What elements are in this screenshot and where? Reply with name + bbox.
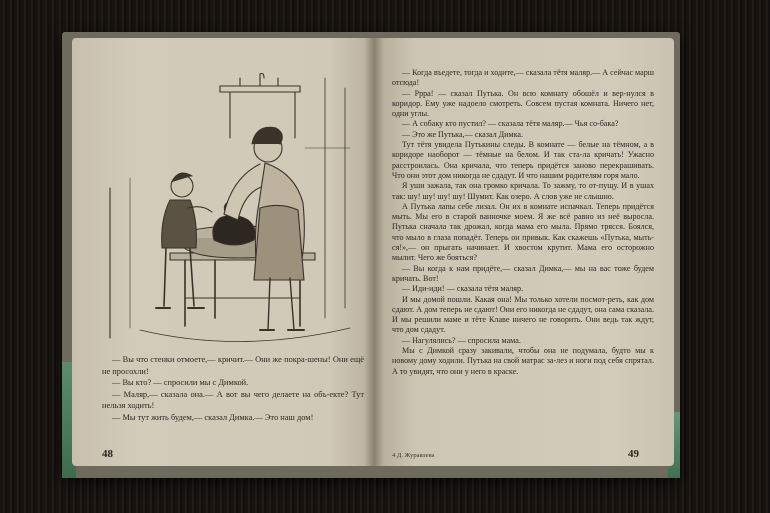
paragraph: — Вы когда к нам придёте,— сказал Димка,— мы на вас тоже будем кричать. Вот!: [392, 263, 654, 283]
open-book: [62, 32, 680, 478]
paragraph: — Нагулялись? — спросила мама.: [402, 335, 521, 345]
signature-mark: 4 Д. Журавлева: [392, 452, 435, 459]
illustration-caption: [102, 354, 364, 424]
paragraph: И мы домой пошли. Какая она! Мы только хотели посмот-реть, как дом сдают. А дом теперь не сдают! Они его никогда не сдадут, она сама сказала. И мы решили маме и тёте Клаве ничего не говорить. Они ведь так ждут, что дом сдадут.: [392, 294, 654, 335]
caption-line: — Мы тут жить будем,— сказал Димка.— Это наш дом!: [112, 412, 314, 422]
paragraph: — Это же Путька,— сказал Димка.: [402, 129, 524, 139]
illustration-woman-and-boy: [100, 68, 362, 350]
paragraph: — А собаку кто пустил? — сказала тётя маляр.— Чья со-бака?: [402, 119, 619, 129]
paragraph: — Ррра! — сказал Путька. Он всю комнату обошёл и вер-нулся в коридор. Ему уже надоело смотреть. Совсем пустая комната. Ничего нет, одни углы.: [392, 88, 654, 119]
paragraph: — Иди-иди! — сказала тётя маляр.: [402, 284, 524, 294]
right-page: [374, 38, 674, 466]
caption-line: — Вы что стенки отмоете,— кричит.— Они же покра-шены! Они ещё не просохли!: [102, 355, 364, 376]
paragraph: — Когда въедете, тогда и ходите,— сказала тётя маляр.— А сейчас марш отсюда!: [392, 68, 654, 88]
page-number-left: 48: [102, 448, 113, 460]
page-number-right: 49: [628, 448, 639, 460]
story-text: [392, 68, 654, 377]
paragraph: Мы с Димкой сразу закивали, чтобы она не подумала, будто мы к новому дому ходили. Путька на свой матрас за-лез и ноги под себя спрятал. А то увидят, что они у него в краске.: [392, 346, 654, 376]
paragraph: А Путька лапы себе лизал. Он их в комнате испачкал. Теперь придётся мыть. Мы его в старой ванночке моем. Я же всё равно из неё выросла. Путька сначала так дрожал, когда мама его мыла. Прямо трясся. Боялся, что мыло в глаза попадёт. Теперь он привык. Как скажешь «Путька, мыть-ся!»,— он прыгать начинает. И хвостом крутит. Мама его осторожно мылит. Чего же бояться?: [392, 201, 654, 263]
paragraph: Я уши зажала, так она громко кричала. То зажму, то от-пущу. И в ушах так: шу! шу! шу! шу! Шумит. Как озеро. А слов уже не слышно.: [392, 181, 654, 201]
caption-line: — Маляр,— сказала она.— А вот вы чего делаете на объ-екте? Тут нельзя ходить!: [102, 389, 364, 411]
paragraph: Тут тётя увидела Путькины следы. В комнате — белые на тёмном, а в коридоре наоборот — тёмные на белом. И так ста-ла кричать! Ужасно расстроилась. Она кричала, что теперь придётся заново перекрашивать. Что они этот дом никогда не сдадут. И что нашим родителям горя мало.: [392, 140, 654, 180]
book-spine-shadow: [364, 38, 384, 466]
left-page: [72, 38, 374, 466]
caption-line: — Вы кто? — спросили мы с Димкой.: [112, 378, 249, 388]
